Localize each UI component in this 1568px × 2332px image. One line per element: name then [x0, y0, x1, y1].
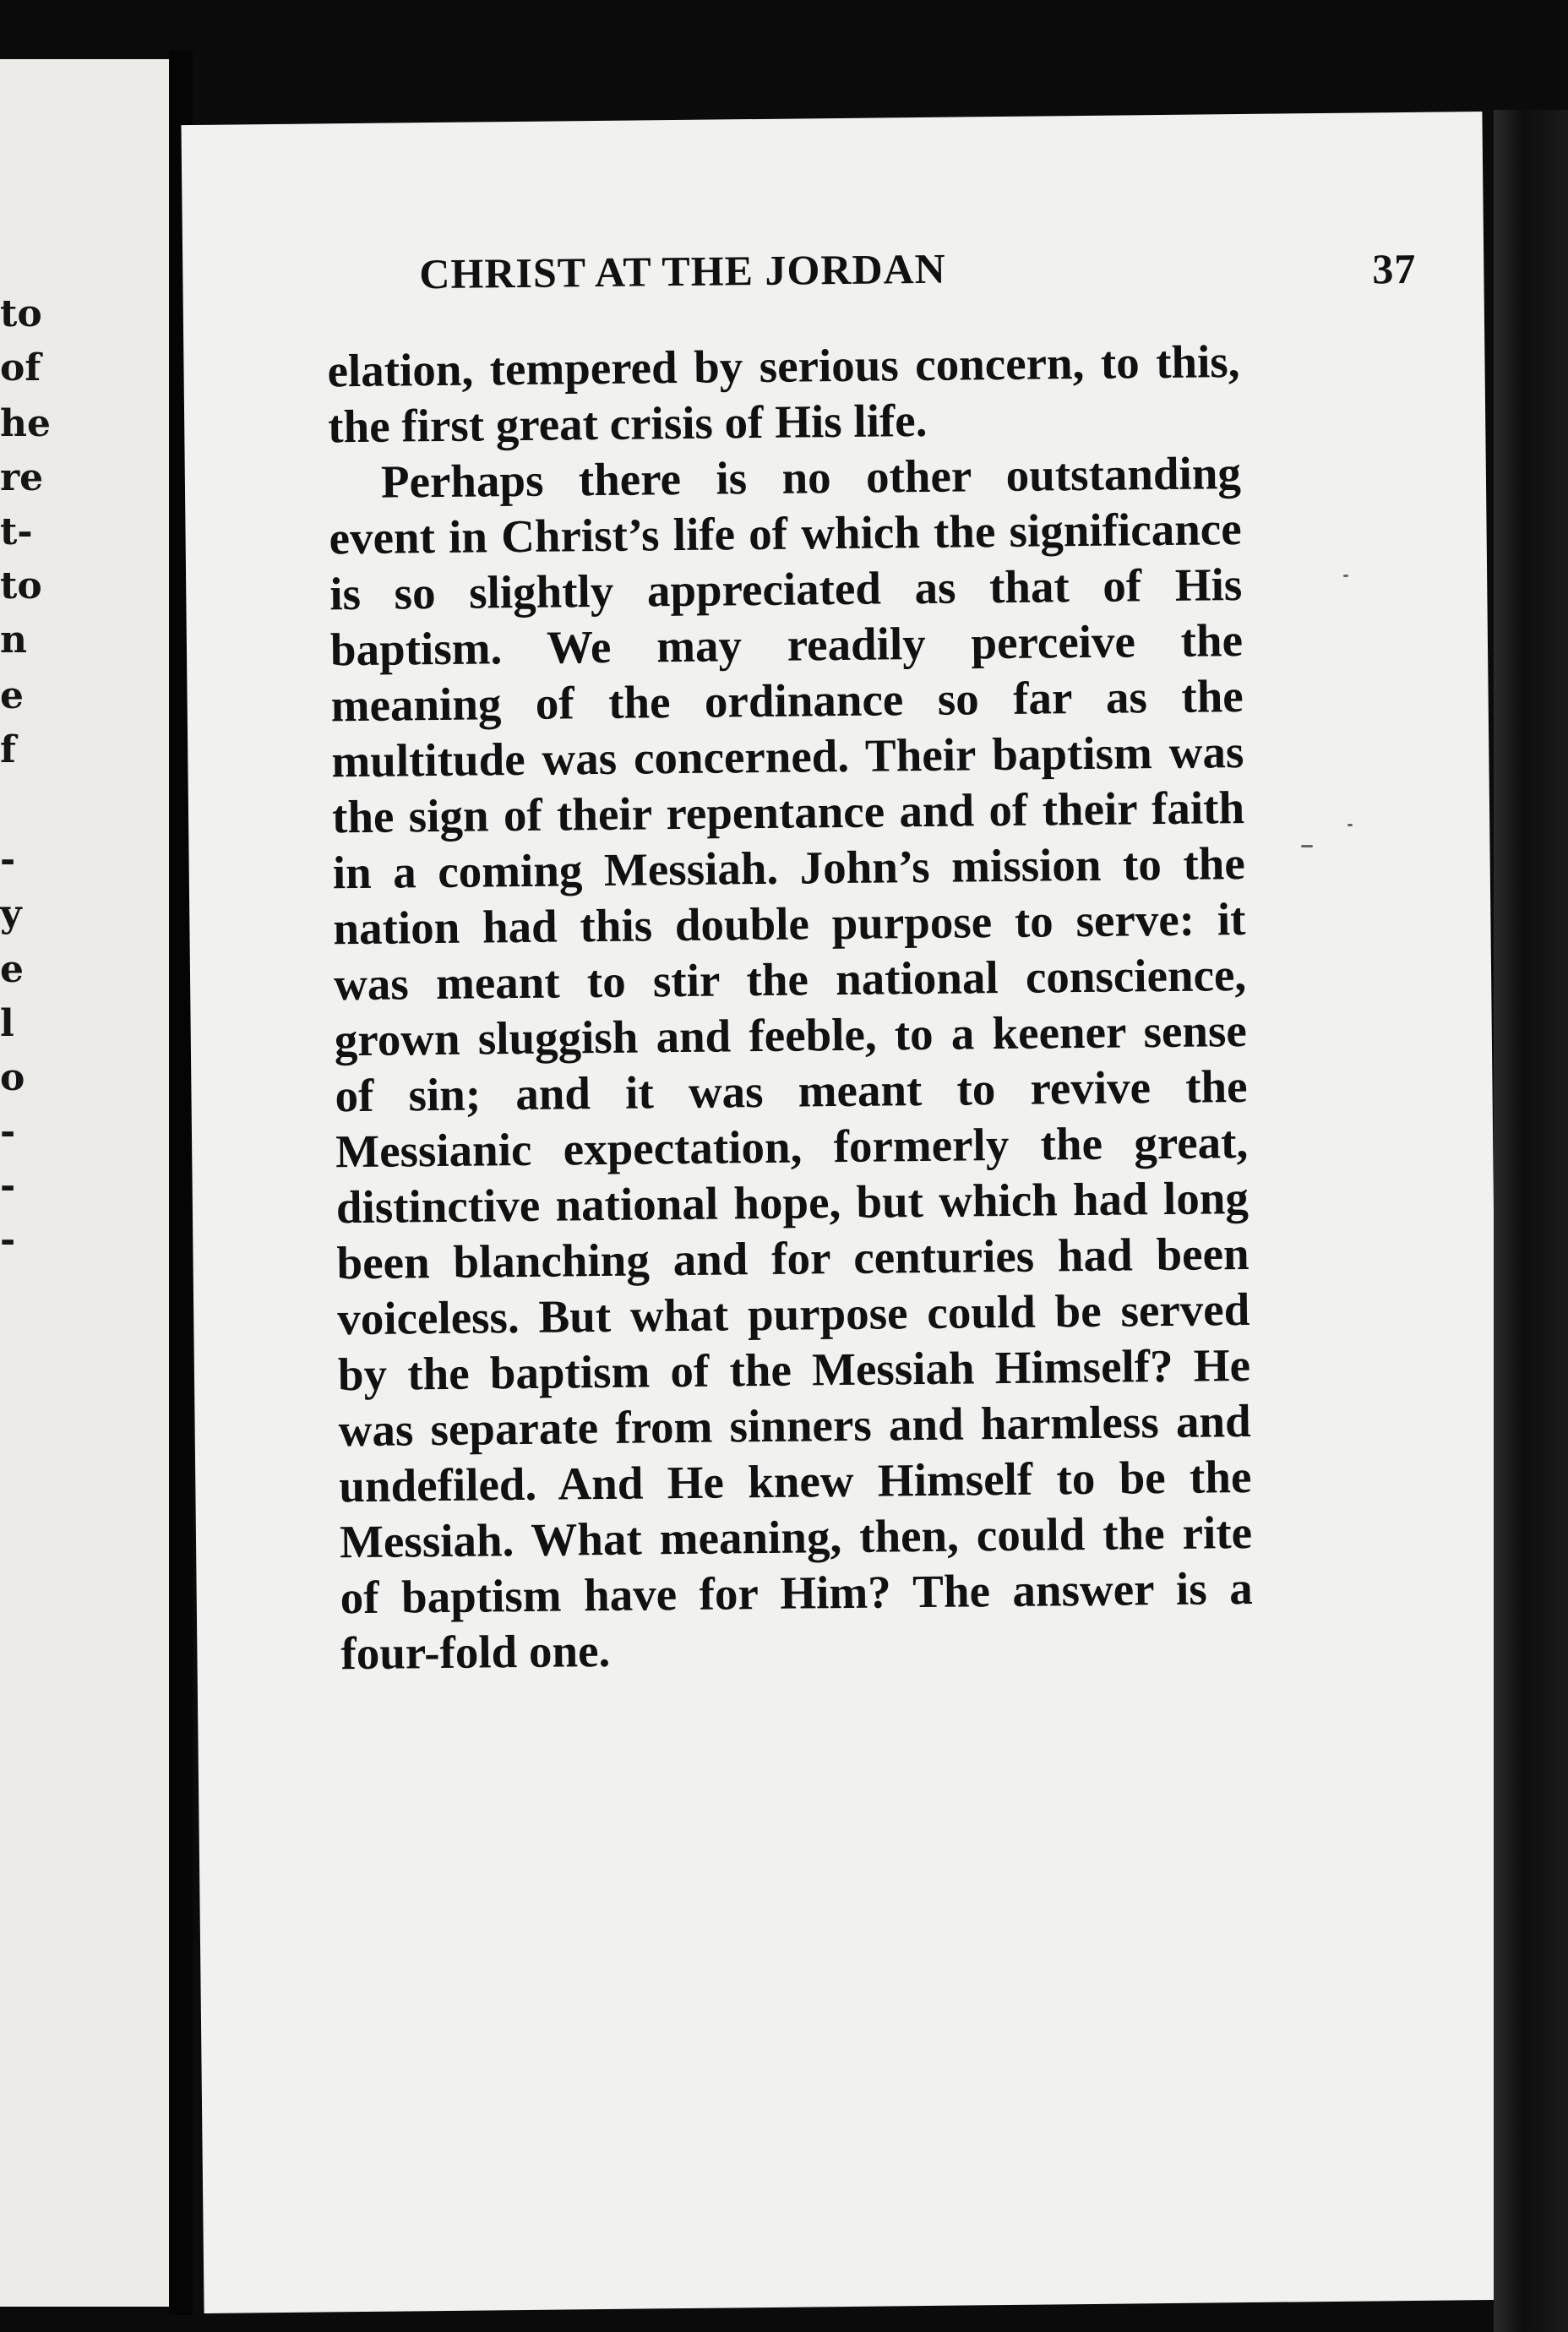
left-page-fragment: of [0, 346, 41, 390]
left-page-fragment: to [0, 564, 42, 608]
scan-speck [1348, 824, 1353, 826]
paragraph: elation, tempered by serious concern, to this, the first great crisis of His life. [327, 335, 1240, 453]
left-page-fragment: o [0, 1056, 25, 1099]
left-page-fragment: - [0, 1110, 16, 1153]
left-page-fragment: to [0, 292, 42, 335]
book-page [181, 112, 1505, 2313]
left-page-fragment: - [0, 1164, 16, 1207]
left-page-fragment: t- [0, 510, 33, 553]
page-header [419, 239, 1417, 298]
left-page-fragment: n [0, 618, 27, 662]
left-page-fragment: l [0, 1002, 14, 1045]
left-page-fragment: - [0, 1218, 16, 1261]
left-facing-page [0, 59, 172, 2307]
left-page-fragment: e [0, 948, 24, 991]
left-page-fragment: - [0, 838, 16, 881]
running-title: CHRIST AT THE JORDAN [419, 244, 947, 298]
left-page-fragment: e [0, 674, 24, 717]
left-page-fragment: re [0, 456, 44, 499]
left-page-fragment: f [0, 728, 16, 771]
page-body [327, 334, 1254, 1681]
paragraph: Perhaps there is no other outstanding event in Christ’s life of which the significance is so slightly appreciated as that of His baptism. We may readily perceive the meaning of the ordinance so far as the multitude was concerned. Their baptism was the sign of their repentance and of their faith in a coming Messiah. John’s mission to the nation had this double purpose to serve: it was meant to stir the national conscience, grown sluggish and feeble, to a keener sense of sin; and it was meant to revive the Messianic expectation, formerly the great, distinctive national hope, but which had long been blanching and for centuries had been voiceless. But what purpose could be served by the baptism of the Messiah Himself? He was separate from sinners and harmless and undefiled. And He knew Himself to be the Messiah. What meaning, then, could the rite of baptism have for Him? The answer is a four-fold one. [329, 447, 1254, 1680]
page-number: 37 [1372, 244, 1417, 293]
left-page-fragment: he [0, 402, 51, 445]
scan-speck [1343, 575, 1348, 577]
left-page-fragment: y [0, 892, 22, 935]
page-edge-shadow [1494, 110, 1568, 2332]
scan-speck [1301, 845, 1313, 847]
